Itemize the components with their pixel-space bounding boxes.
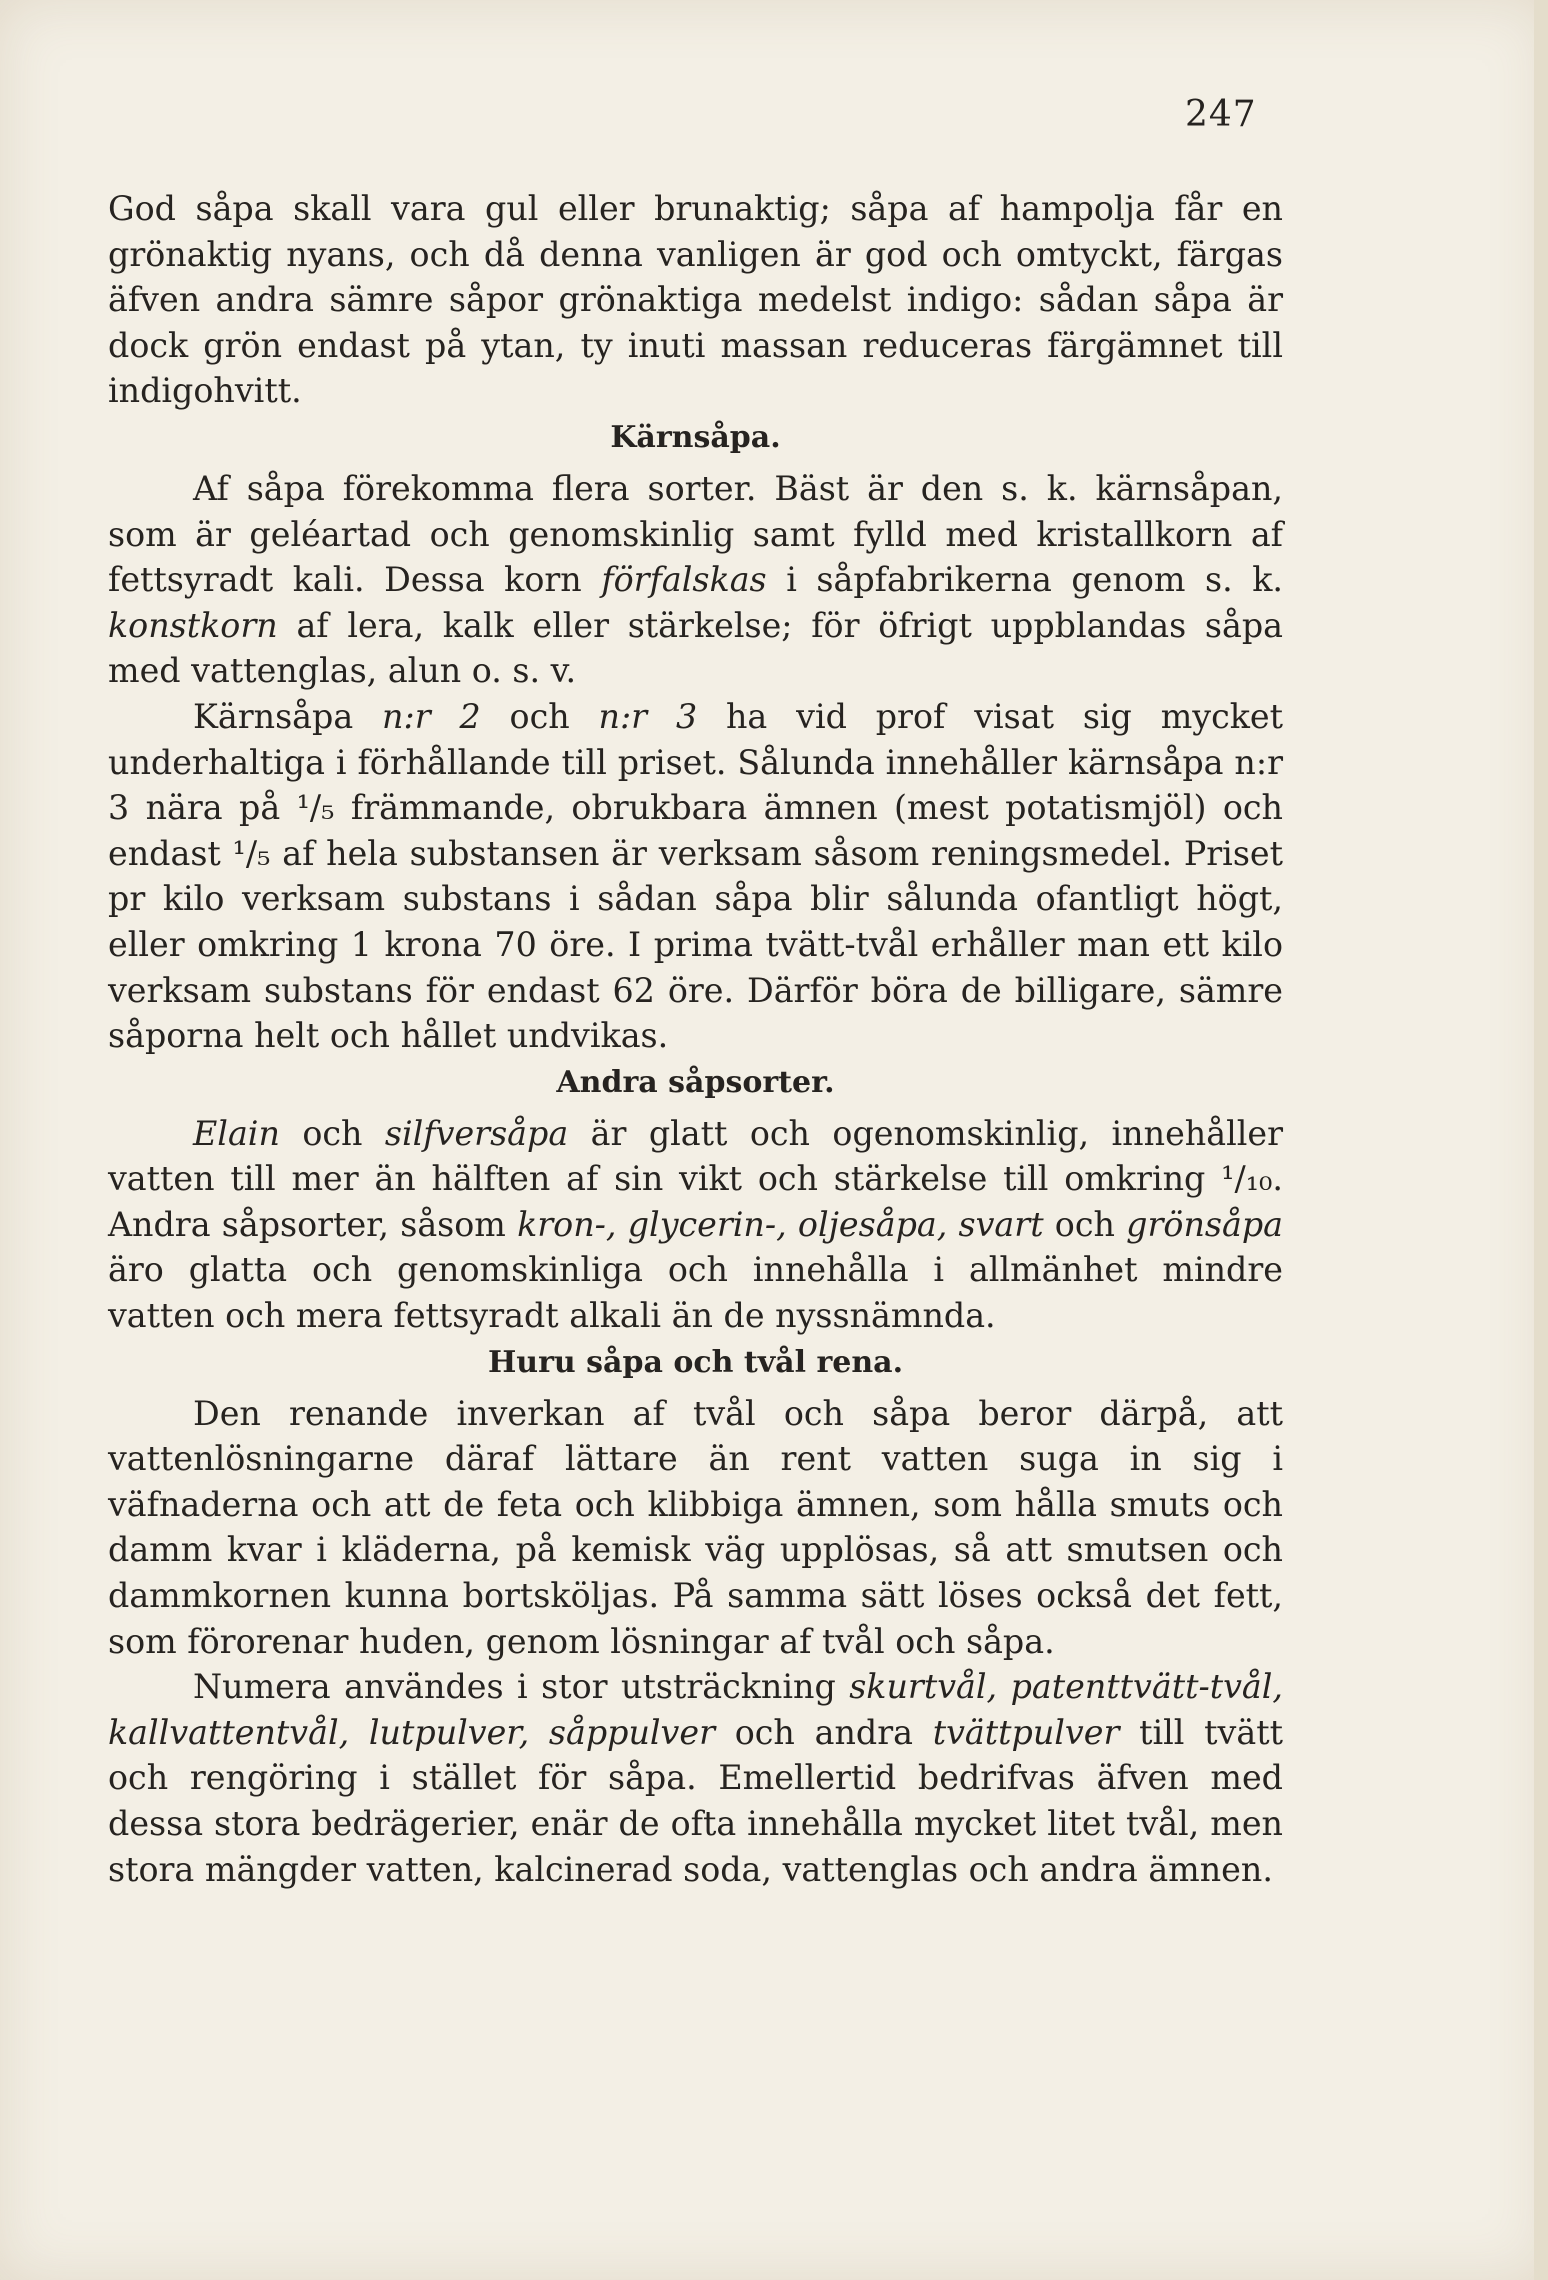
paragraph-other-soaps: Elain och silfversåpa är glatt och ogenomskinlig, innehåller vatten till mer än hälften af sin vikt och stärkelse till omkring ¹/₁₀. Andra såpsorter, såsom kron-, glycerin-, oljesåpa, svart och grönsåpa äro glatta och genomskinliga och innehålla i allmänhet mindre vatten och mera fettsyradt alkali än de nyssnämnda. xyxy=(108,1113,1283,1336)
page-number: 247 xyxy=(1185,94,1257,135)
heading-andra-sapsorter: Andra såpsorter. xyxy=(556,1064,835,1100)
paragraph-test-results: Kärnsåpa n:r 2 och n:r 3 ha vid prof visat sig mycket underhaltiga i förhållande till priset. Sålunda innehåller kärnsåpa n:r 3 nära på ¹/₅ främmande, obrukbara ämnen (mest potatismjöl) och endast ¹/₅ af hela substansen är verksam såsom reningsmedel. Priset pr kilo verksam substans i sådan såpa blir sålunda ofantligt högt, eller omkring 1 krona 70 öre. I prima tvätt-tvål erhåller man ett kilo verksam substans för endast 62 öre. Därför böra de billigare, sämre såporna helt och hållet undvikas. xyxy=(108,696,1284,1056)
paragraph-soap-color: God såpa skall vara gul eller brunaktig; såpa af hampolja får en grönaktig nyans, och då denna vanligen är god och omtyckt, färgas äfven andra sämre såpor grönaktiga medelst indigo: sådan såpa är dock grön endast på ytan, ty inuti massan reduceras färgämnet till indigohvitt. xyxy=(108,189,1283,411)
paragraph-soap-sorts: Af såpa förekomma flera sorter. Bäst är den s. k. kärnsåpan, som är geléartad och genomskinlig samt fylld med kristallkorn af fettsyradt kali. Dessa korn förfalskas i såpfabrikerna genom s. k. konstkorn af lera, kalk eller stärkelse; för öfrigt uppblandas såpa med vattenglas, alun o. s. v. xyxy=(108,468,1283,691)
heading-karnsapa: Kärnsåpa. xyxy=(610,419,781,455)
paragraph-modern-products: Numera användes i stor utsträckning skurtvål, patenttvätt-tvål, kallvattentvål, lutpulver, såppulver och andra tvättpulver till tvätt och rengöring i stället för såpa. Emellertid bedrifvas äfven med dessa stora bedrägerier, enär de ofta innehålla mycket litet tvål, men stora mängder vatten, kalcinerad soda, vattenglas och andra ämnen. xyxy=(108,1667,1283,1889)
paragraph-cleaning-effect: Den renande inverkan af tvål och såpa beror därpå, att vattenlösningarne däraf lättare än rent vatten suga in sig i väfnaderna och att de feta och klibbiga ämnen, som hålla smuts och damm kvar i kläderna, på kemisk väg upplösas, så att smutsen och dammkornen kunna bortsköljas. På samma sätt löses också det fett, som förorenar huden, genom lösningar af tvål och såpa. xyxy=(108,1393,1283,1661)
page-body xyxy=(108,186,1283,1892)
heading-huru-sapa-rena: Huru såpa och tvål rena. xyxy=(487,1344,904,1380)
